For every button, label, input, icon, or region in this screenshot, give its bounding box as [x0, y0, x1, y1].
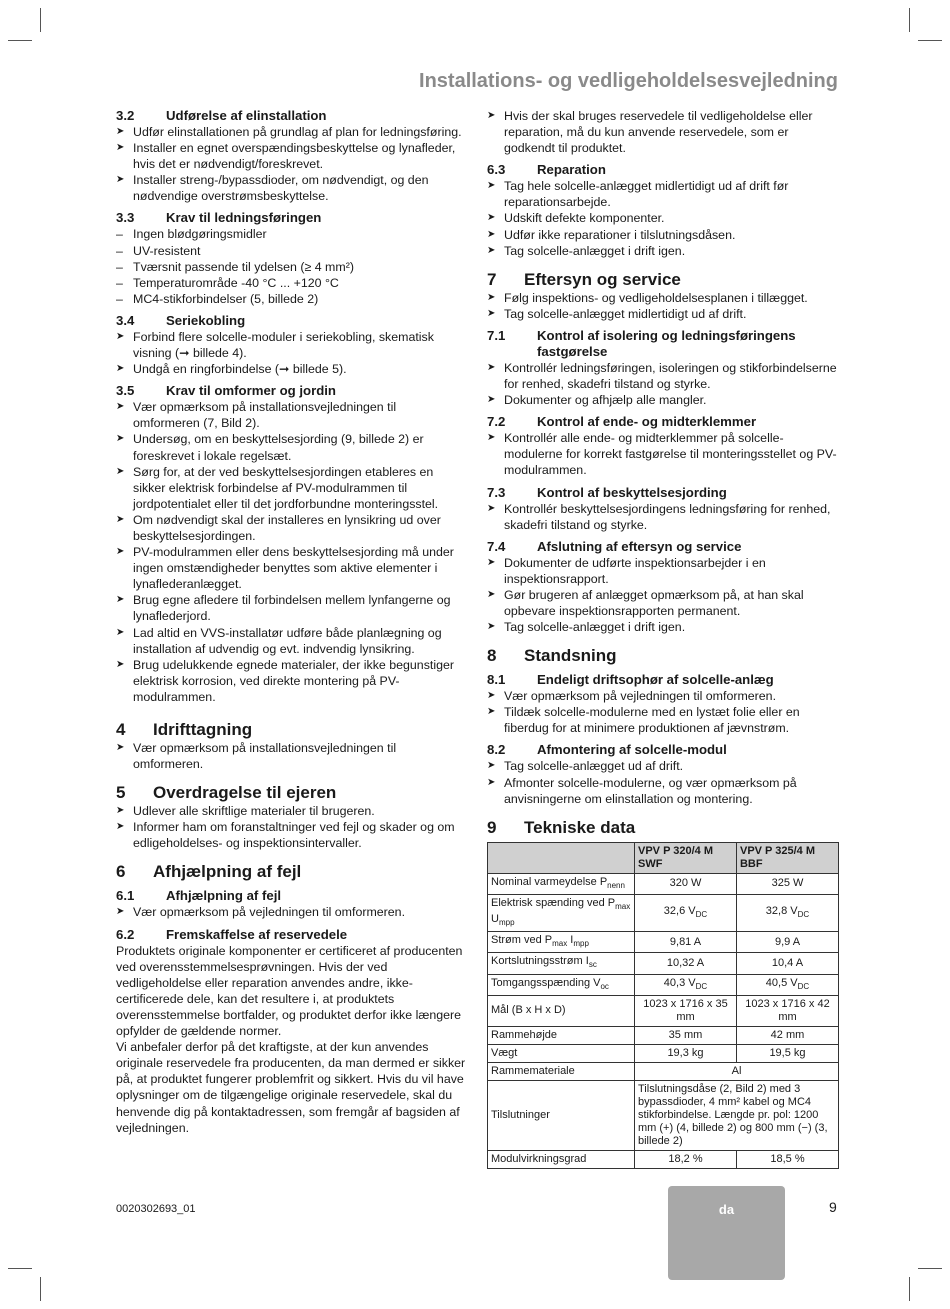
label-text: Modulvirkningsgrad — [491, 1152, 587, 1165]
value-text: 19,5 kg — [769, 1046, 806, 1059]
list-item: ➤ PV-modulrammen eller dens beskyttelsesjording må under ingen omstændigheder benyttes som aktive elementer i lynaflederanlægget. — [116, 544, 466, 592]
section-heading: 7.4 Afslutning af eftersyn og service — [487, 538, 742, 554]
crop-mark — [40, 1277, 41, 1301]
section-heading: 8.1 Endeligt driftsophør af solcelle-anlæg — [487, 672, 774, 688]
value-text: 9,9 A — [774, 935, 801, 948]
list-item: ➤ Brug egne afledere til forbindelsen mellem lynfangerne og lynaflederjord. — [116, 592, 466, 624]
table-row — [488, 1062, 839, 1080]
subscript: DC — [797, 981, 810, 991]
list-item: ➤ Tag solcelle-anlægget midlertidigt ud af drift. — [487, 306, 839, 322]
chapter-heading: 9 Tekniske data — [487, 817, 636, 837]
table-row — [488, 1080, 839, 1150]
table-value-cell — [635, 1150, 737, 1168]
subscript: max — [615, 902, 631, 912]
table-row — [488, 873, 839, 894]
value-text: 42 mm — [770, 1028, 805, 1041]
bullet-list — [116, 904, 466, 920]
list-item: ➤ Kontrollér alle ende- og midterklemmer på solcelle-modulerne for korrekt fastgørelse til monteringsstellet og PV-modulrammen. — [487, 430, 839, 478]
table-row — [488, 1150, 839, 1168]
table-value-cell — [635, 974, 737, 995]
table-row — [488, 953, 839, 974]
chapter-heading: 6 Afhjælpning af fejl — [116, 862, 302, 882]
list-item: ➤ Udfør elinstallationen på grundlag af plan for ledningsføring. — [116, 124, 466, 140]
value-text: 325 W — [771, 877, 804, 890]
table-row — [488, 1044, 839, 1062]
bullet-list — [116, 803, 466, 851]
value-text: 18,2 % — [668, 1152, 703, 1165]
table-header-cell: VPV P 320/4 M SWF — [635, 842, 737, 873]
list-item: – Temperaturområde -40 °C ... +120 °C — [116, 275, 466, 291]
bullet-list — [487, 758, 839, 806]
language-code: da — [718, 1202, 735, 1217]
table-row — [488, 932, 839, 953]
crop-mark — [909, 8, 910, 32]
crop-mark — [918, 40, 942, 41]
list-item: ➤ Tag solcelle-anlægget i drift igen. — [487, 243, 839, 259]
section-heading: 6.2 Fremskaffelse af reservedele — [116, 926, 348, 942]
list-item: ➤ Dokumenter de udførte inspektionsarbejder i en inspektionsrapport. — [487, 555, 839, 587]
subscript: oc — [600, 981, 609, 991]
bullet-list — [487, 430, 839, 478]
table-label-cell — [488, 974, 635, 995]
table-label-cell — [488, 1150, 635, 1168]
value-text: 1023 x 1716 x 35 mm — [643, 997, 728, 1023]
bullet-list — [487, 108, 839, 156]
table-row — [488, 995, 839, 1026]
section-heading: 8.2 Afmontering af solcelle-modul — [487, 742, 727, 758]
list-item: ➤ Udfør ikke reparationer i tilslutningsdåsen. — [487, 227, 839, 243]
language-tab — [668, 1186, 785, 1280]
list-item: ➤ Vær opmærksom på vejledningen til omformeren. — [487, 688, 839, 704]
bullet-list — [116, 124, 466, 204]
bullet-list — [116, 399, 466, 705]
label-text: Strøm ved P — [491, 934, 553, 947]
list-item: ➤ Om nødvendigt skal der installeres en lynsikring ud over beskyttelsesjordingen. — [116, 512, 466, 544]
list-item: ➤ Kontrollér beskyttelsesjordingens ledningsføring for renhed, skadefri tilstand og styrke. — [487, 501, 839, 533]
table-value-cell — [736, 873, 838, 894]
bullet-list — [487, 178, 839, 258]
label-text: Rammehøjde — [491, 1028, 558, 1041]
table-label-cell — [488, 995, 635, 1026]
list-item: ➤ Installer en egnet overspændingsbeskyttelse og lynafleder, hvis det er nødvendigt/foreskrevet. — [116, 140, 466, 172]
value-text: 32,6 V — [663, 905, 696, 917]
table-value-cell — [736, 974, 838, 995]
list-item: ➤ Brug udelukkende egnede materialer, der ikke begunstiger elektrisk korrosion, ved direkte montering på PV-modulrammen. — [116, 657, 466, 705]
subscript: nenn — [607, 880, 625, 890]
list-item: ➤ Sørg for, at der ved beskyttelsesjordingen etableres en sikker elektrisk forbindelse af PV-modulrammen til jordpotentialet eller til det jordforbundne monteringsstel. — [116, 464, 466, 512]
list-item: – UV-resistent — [116, 243, 466, 259]
chapter-heading: 5 Overdragelse til ejeren — [116, 783, 337, 803]
section-heading: 3.4 Seriekobling — [116, 312, 246, 328]
document-code: 0020302693_01 — [116, 1203, 196, 1215]
table-label-cell — [488, 1026, 635, 1044]
table-value-cell — [635, 953, 737, 974]
list-item: ➤ Udlever alle skriftlige materialer til brugeren. — [116, 803, 466, 819]
table-value-cell — [736, 995, 838, 1026]
list-item: ➤ Hvis der skal bruges reservedele til vedligeholdelse eller reparation, må du kun anvende reservedele, som er godkendt til produktet. — [487, 108, 839, 156]
table-label-cell — [488, 932, 635, 953]
table-header-row — [488, 842, 839, 873]
list-item: ➤ Følg inspektions- og vedligeholdelsesplanen i tillægget. — [487, 290, 839, 306]
section-heading: 3.5 Krav til omformer og jordin — [116, 383, 336, 399]
value-text: 9,81 A — [669, 935, 702, 948]
subscript: DC — [797, 910, 810, 920]
crop-mark — [8, 1268, 32, 1269]
list-item: ➤ Informer ham om foranstaltninger ved fejl og skader og om edligeholdelses- og inspektionsintervaller. — [116, 819, 466, 851]
value-text: 10,32 A — [666, 957, 705, 970]
value-text: 320 W — [669, 877, 702, 890]
table-label-cell — [488, 873, 635, 894]
subscript: DC — [695, 910, 708, 920]
right-column — [487, 108, 839, 1169]
label-text: Tilslutninger — [491, 1108, 550, 1121]
table-row — [488, 1026, 839, 1044]
section-heading: 3.2 Udførelse af elinstallation — [116, 108, 327, 123]
table-value-cell — [736, 1026, 838, 1044]
dash-list — [116, 226, 466, 306]
section-heading: 6.1 Afhjælpning af fejl — [116, 888, 282, 904]
technical-data-table — [487, 842, 839, 1169]
list-item: – Tværsnit passende til ydelsen (≥ 4 mm²) — [116, 259, 466, 275]
label-text: Elektrisk spænding ved P — [491, 896, 616, 909]
section-heading: 6.3 Reparation — [487, 162, 606, 178]
list-item: ➤ Tag hele solcelle-anlægget midlertidigt ud af drift før reparationsarbejde. — [487, 178, 839, 210]
list-item: ➤ Afmonter solcelle-modulerne, og vær opmærksom på anvisningerne om elinstallation og montering. — [487, 775, 839, 807]
list-item: ➤ Tildæk solcelle-modulerne med en lystæt folie eller en fiberdug for at minimere produktionen af jævnstrøm. — [487, 704, 839, 736]
table-label-cell — [488, 1044, 635, 1062]
bullet-list — [487, 290, 839, 322]
value-text: 1023 x 1716 x 42 mm — [745, 997, 830, 1023]
section-heading: 3.3 Krav til ledningsføringen — [116, 210, 322, 226]
list-item: ➤ Undgå en ringforbindelse (➞ billede 5). — [116, 361, 466, 377]
label-text: I — [567, 934, 574, 947]
value-text: 32,8 V — [765, 905, 798, 917]
table-label-cell — [488, 1080, 635, 1150]
crop-mark — [918, 1268, 942, 1269]
table-value-cell — [736, 894, 838, 931]
table-value-cell — [635, 894, 737, 931]
table-value-cell — [635, 995, 737, 1026]
table-value-cell — [635, 1026, 737, 1044]
list-item: ➤ Undersøg, om en beskyttelsesjording (9, billede 2) er foreskrevet i lokale regelsæt. — [116, 431, 466, 463]
bullet-list — [487, 360, 839, 408]
bullet-list — [487, 688, 839, 736]
list-item: ➤ Udskift defekte komponenter. — [487, 210, 839, 226]
table-value-cell — [736, 953, 838, 974]
subscript: DC — [695, 981, 708, 991]
crop-mark — [8, 40, 32, 41]
table-value-cell — [635, 1044, 737, 1062]
page-header-title: Installations- og vedligeholdelsesvejledning — [419, 70, 838, 92]
table-header-cell — [488, 842, 635, 873]
left-column — [116, 108, 466, 1136]
table-value-cell: Al — [635, 1062, 839, 1080]
value-text: 40,5 V — [765, 976, 798, 989]
list-item: ➤ Tag solcelle-anlægget ud af drift. — [487, 758, 839, 774]
list-item: – Ingen blødgøringsmidler — [116, 226, 466, 242]
chapter-heading: 7 Eftersyn og service — [487, 269, 681, 289]
list-item: ➤ Vær opmærksom på installationsvejledningen til omformeren. — [116, 740, 466, 772]
table-label-cell — [488, 894, 635, 931]
label-text: Rammemateriale — [491, 1064, 575, 1077]
list-item: ➤ Tag solcelle-anlægget i drift igen. — [487, 619, 839, 635]
table-value-cell — [736, 1044, 838, 1062]
section-heading: 7.2 Kontrol af ende- og midterklemmer — [487, 414, 757, 430]
subscript: max — [552, 939, 568, 949]
subscript: mpp — [573, 939, 589, 949]
label-text: Vægt — [491, 1046, 518, 1059]
crop-mark — [40, 8, 41, 32]
bullet-list — [487, 555, 839, 635]
value-text: 35 mm — [668, 1028, 703, 1041]
value-text: 19,3 kg — [667, 1046, 704, 1059]
bullet-list — [487, 501, 839, 533]
section-heading: 7.1 Kontrol af isolering og ledningsføringens fastgørelse — [487, 327, 796, 359]
table-row — [488, 894, 839, 931]
bullet-list — [116, 329, 466, 377]
list-item: ➤ Forbind flere solcelle-moduler i seriekobling, skematisk visning (➞ billede 4). — [116, 329, 466, 361]
table-value-cell — [736, 1150, 838, 1168]
table-header-cell: VPV P 325/4 M BBF — [736, 842, 838, 873]
label-text: Kortslutningsstrøm I — [491, 955, 589, 968]
subscript: sc — [588, 960, 597, 970]
list-item: ➤ Dokumenter og afhjælp alle mangler. — [487, 392, 839, 408]
table-row — [488, 974, 839, 995]
label-text: Mål (B x H x D) — [491, 1004, 566, 1017]
crop-mark — [909, 1277, 910, 1301]
label-text: Nominal varmeydelse P — [491, 875, 608, 888]
table-value-cell — [736, 932, 838, 953]
list-item: ➤ Kontrollér ledningsføringen, isoleringen og stikforbindelserne for renhed, skadefri tilstand og styrke. — [487, 360, 839, 392]
label-text: U — [491, 913, 499, 926]
value-text: 40,3 V — [663, 976, 696, 989]
list-item: ➤ Gør brugeren af anlægget opmærksom på, at han skal opbevare inspektionsrapporten permanent. — [487, 587, 839, 619]
section-heading: 7.3 Kontrol af beskyttelsesjording — [487, 484, 727, 500]
list-item: ➤ Lad altid en VVS-installatør udføre både planlægning og installation af udvendig og evt. indvendig lynsikring. — [116, 625, 466, 657]
value-text: 18,5 % — [770, 1152, 805, 1165]
list-item: – MC4-stikforbindelser (5, billede 2) — [116, 291, 466, 307]
table-value-cell: Tilslutningsdåse (2, Bild 2) med 3 bypassdioder, 4 mm² kabel og MC4 stikforbindelse. Længde pr. pol: 1200 mm (+) (4, billede 2) og 800 mm (−) (3, billede 2) — [635, 1080, 839, 1150]
table-value-cell — [635, 873, 737, 894]
value-text: 10,4 A — [771, 957, 804, 970]
list-item: ➤ Vær opmærksom på vejledningen til omformeren. — [116, 904, 466, 920]
page-number: 9 — [829, 1199, 837, 1215]
chapter-heading: 8 Standsning — [487, 646, 617, 666]
table-value-cell — [635, 932, 737, 953]
table-label-cell — [488, 953, 635, 974]
bullet-list — [116, 740, 466, 772]
subscript: mpp — [498, 918, 515, 928]
list-item: ➤ Installer streng-/bypassdioder, om nødvendigt, og den nødvendige overstrømsbeskyttelse. — [116, 172, 466, 204]
paragraph: Vi anbefaler derfor på det kraftigste, at der kun anvendes originale reservedele fra producenten, da man dermed er sikker på, at produktet fungerer problemfrit og sikkert. Hvis du vil have oplysninger om de tilgængelige originale reservedele, skal du henvende dig på kontaktadressen, som fremgår af bagsiden af vejledningen. — [116, 1040, 466, 1135]
label-text: Tomgangsspænding V — [491, 976, 601, 989]
list-item: ➤ Vær opmærksom på installationsvejledningen til omformeren (7, Bild 2). — [116, 399, 466, 431]
paragraph: Produktets originale komponenter er certificeret af producenten ved overensstemmelsesprøvningen. Hvis der ved vedligeholdelse eller reparation anvendes andre, ikke-certificerede dele, kan det resultere i, at produktets overensstemmelse bortfalder, og produktet derfor ikke længere opfylder de gældende normer. — [116, 943, 463, 1039]
chapter-heading: 4 Idrifttagning — [116, 720, 253, 739]
table-label-cell — [488, 1062, 635, 1080]
